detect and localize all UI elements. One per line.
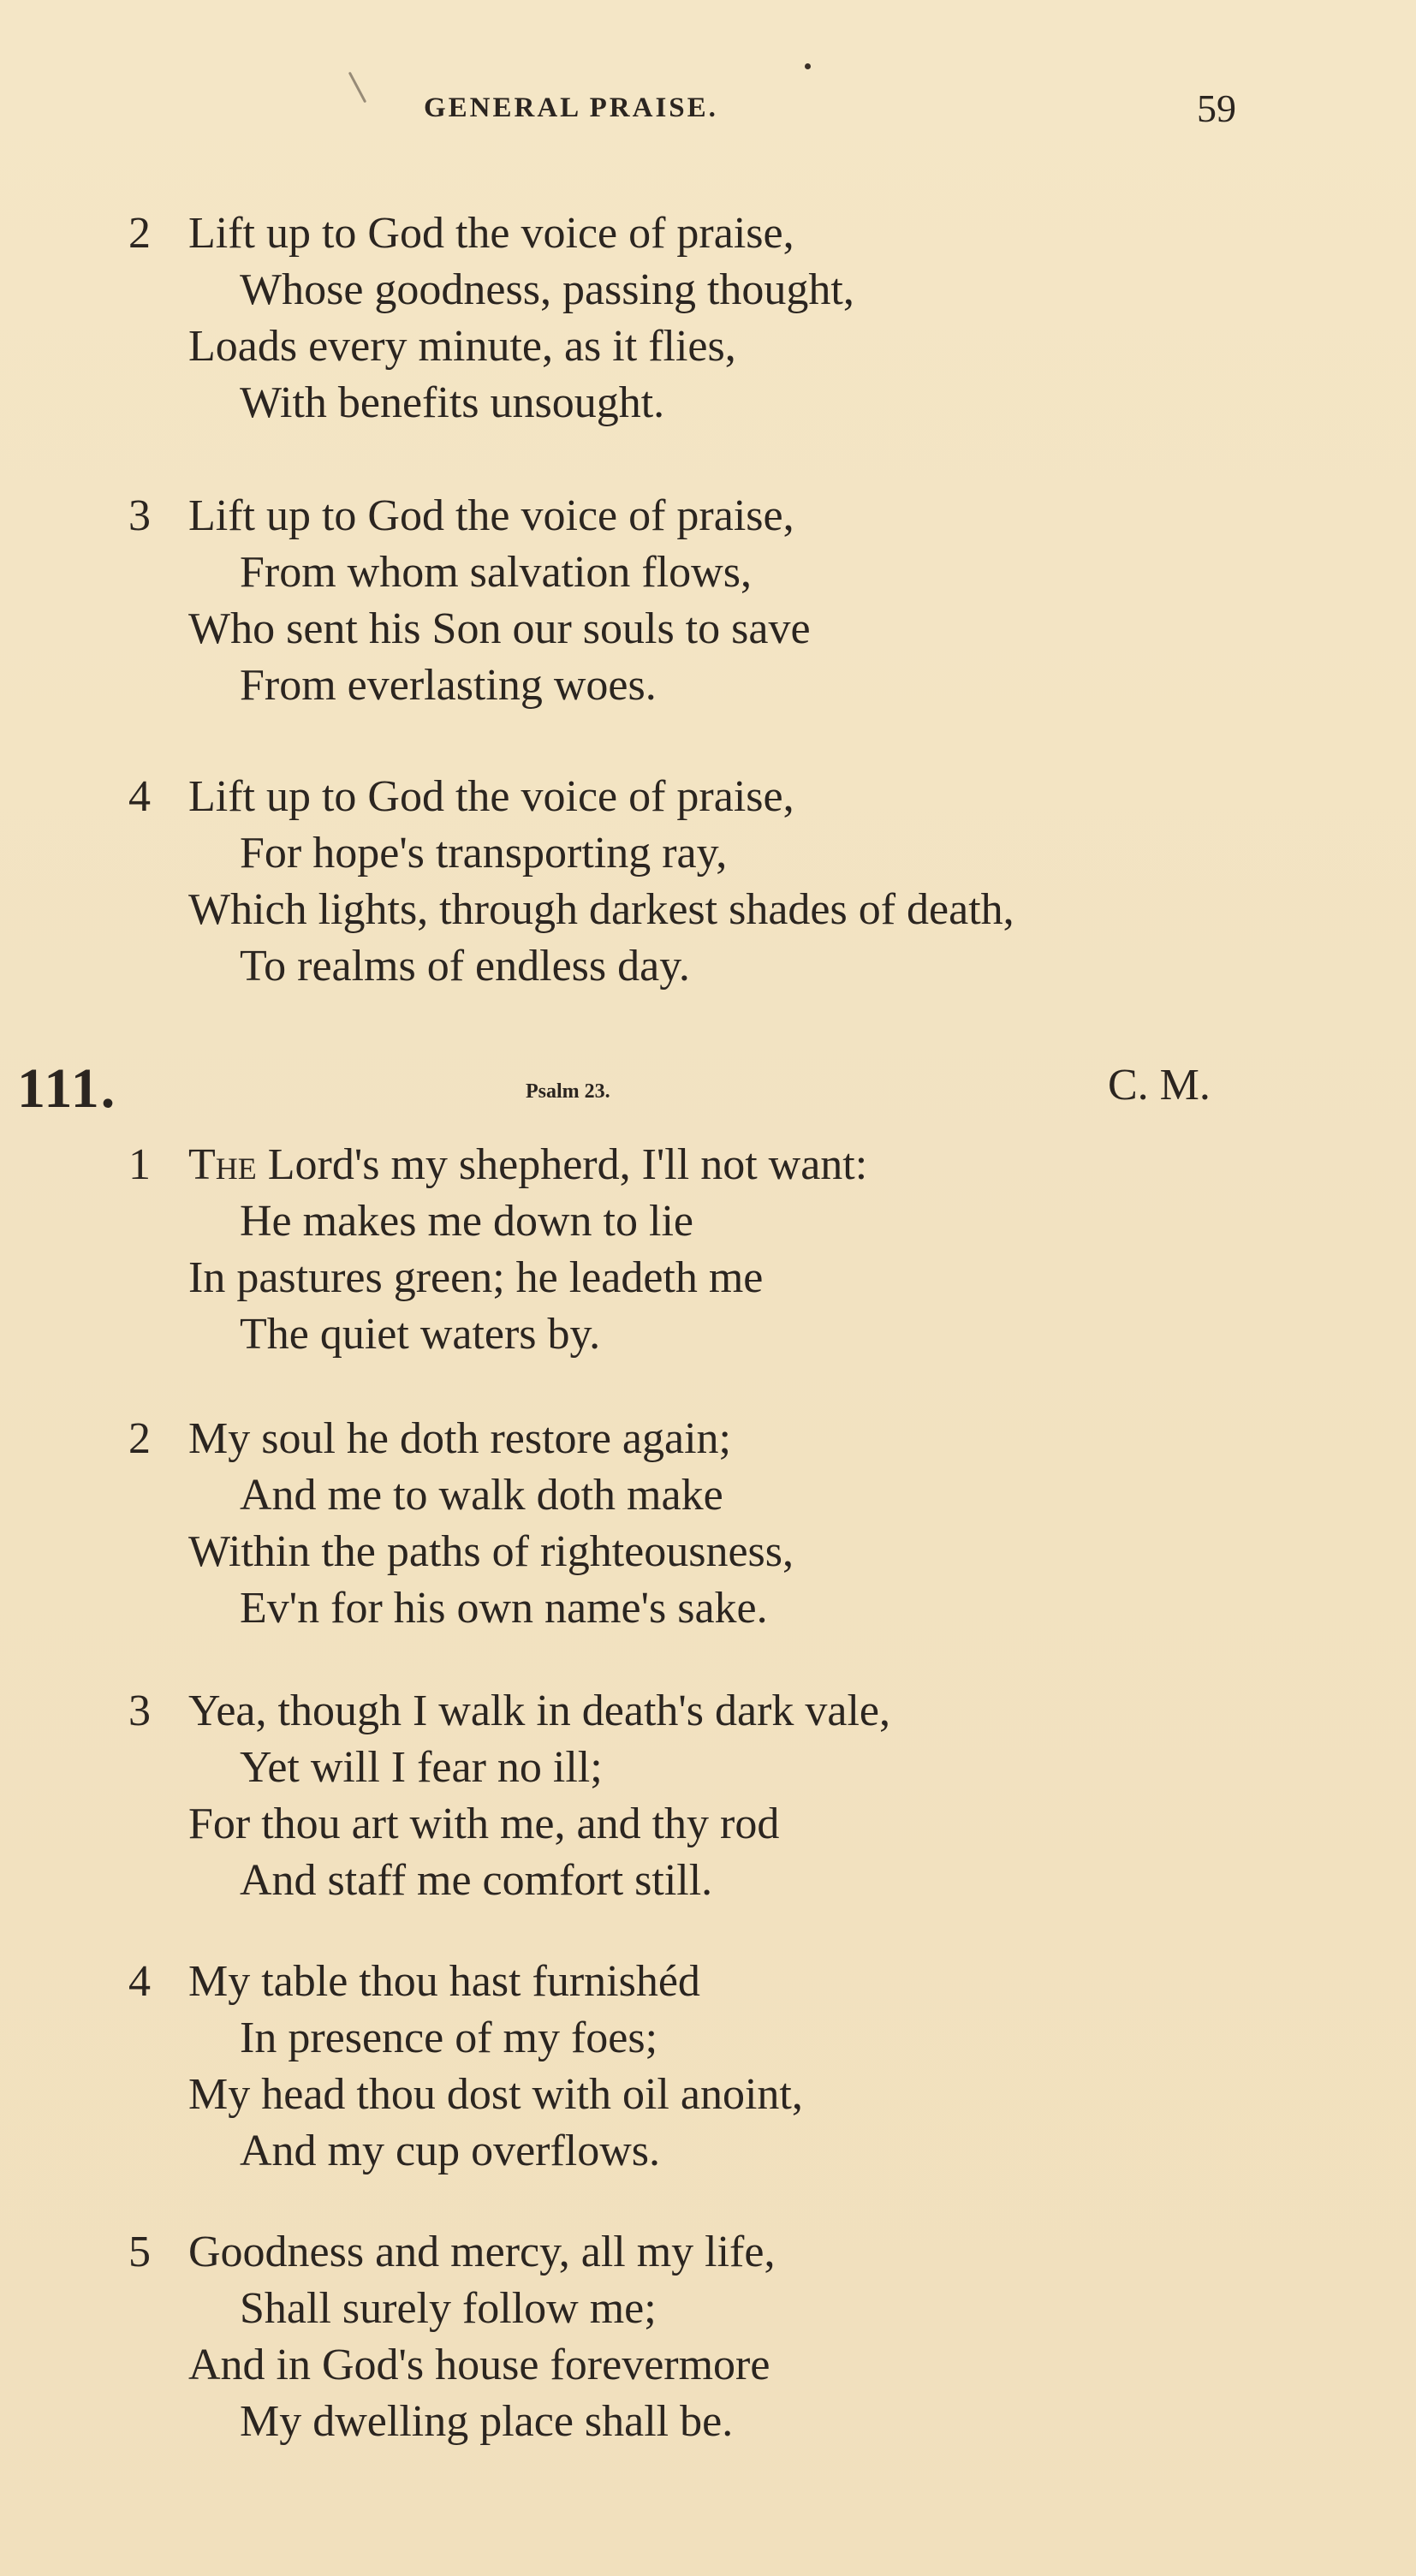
stanza-110-3 [128,488,1327,714]
stanza-number: 5 [128,2228,151,2276]
stanza-number: 3 [128,1687,151,1735]
ink-speck [805,63,811,69]
verse-line: Which lights, through darkest shades of death, [188,885,1014,934]
verse-line: For thou art with me, and thy rod [188,1800,780,1848]
verse-line: Shall surely follow me; [240,2284,657,2333]
stanza-number: 4 [128,772,151,821]
verse-line: Loads every minute, as it flies, [188,322,736,371]
verse-line: From everlasting woes. [240,661,657,710]
verse-line: 2 Lift up to God the voice of praise, [128,205,1327,262]
stanza-number: 1 [128,1140,151,1189]
stanza-111-2 [128,1411,1327,1637]
verse-line: 2 My soul he doth restore again; [128,1411,1327,1467]
first-word: The [188,1140,257,1189]
verse-line: For hope's transporting ray, [240,829,728,878]
stanza-110-2 [128,205,1327,431]
verse-line: The quiet waters by. [240,1310,601,1359]
stanza-111-3 [128,1683,1327,1909]
verse-line: 5 Goodness and mercy, all my life, [128,2224,1327,2281]
verse-line: And my cup overflows. [240,2127,661,2175]
verse-line: 3 Lift up to God the voice of praise, [128,488,1327,544]
verse-line: Yet will I fear no ill; [240,1743,603,1792]
verse-line: Whose goodness, passing thought, [240,265,854,314]
hymn-meter: C. M. [1108,1061,1211,1110]
ink-speck [348,72,366,104]
verse-line: And staff me comfort still. [240,1856,713,1905]
verse-line: In presence of my foes; [240,2014,658,2062]
verse-line: To realms of endless day. [240,942,690,991]
verse-line: Within the paths of righteousness, [188,1527,794,1576]
verse-line: 4 Lift up to God the voice of praise, [128,769,1327,825]
psalm-reference: Psalm 23. [526,1080,610,1103]
verse-line: 4 My table thou hast furnishéd [128,1954,1327,2010]
hymn-number: 111. [17,1057,117,1120]
stanza-number: 2 [128,209,151,258]
page-number: 59 [1197,86,1236,130]
verse-line: 3 Yea, though I walk in death's dark vale, [128,1683,1327,1740]
verse-line: With benefits unsought. [240,378,665,427]
stanza-number: 3 [128,491,151,540]
verse-line: Who sent his Son our souls to save [188,604,811,653]
verse-line: And me to walk doth make [240,1471,723,1520]
verse-line: Ev'n for his own name's sake. [240,1584,768,1633]
verse-line: My head thou dost with oil anoint, [188,2070,803,2119]
stanza-number: 2 [128,1414,151,1463]
verse-line: 1 The Lord's my shepherd, I'll not want: [128,1137,1327,1193]
stanza-number: 4 [128,1957,151,2006]
verse-line: In pastures green; he leadeth me [188,1253,764,1302]
stanza-110-4 [128,769,1327,995]
verse-line: My dwelling place shall be. [240,2397,734,2446]
stanza-111-4 [128,1954,1327,2180]
verse-line: From whom salvation flows, [240,548,752,597]
running-title: GENERAL PRAISE. [424,92,718,123]
stanza-111-1 [128,1137,1327,1363]
verse-line: He makes me down to lie [240,1197,693,1246]
stanza-111-5 [128,2224,1327,2450]
verse-line: And in God's house forevermore [188,2341,770,2389]
